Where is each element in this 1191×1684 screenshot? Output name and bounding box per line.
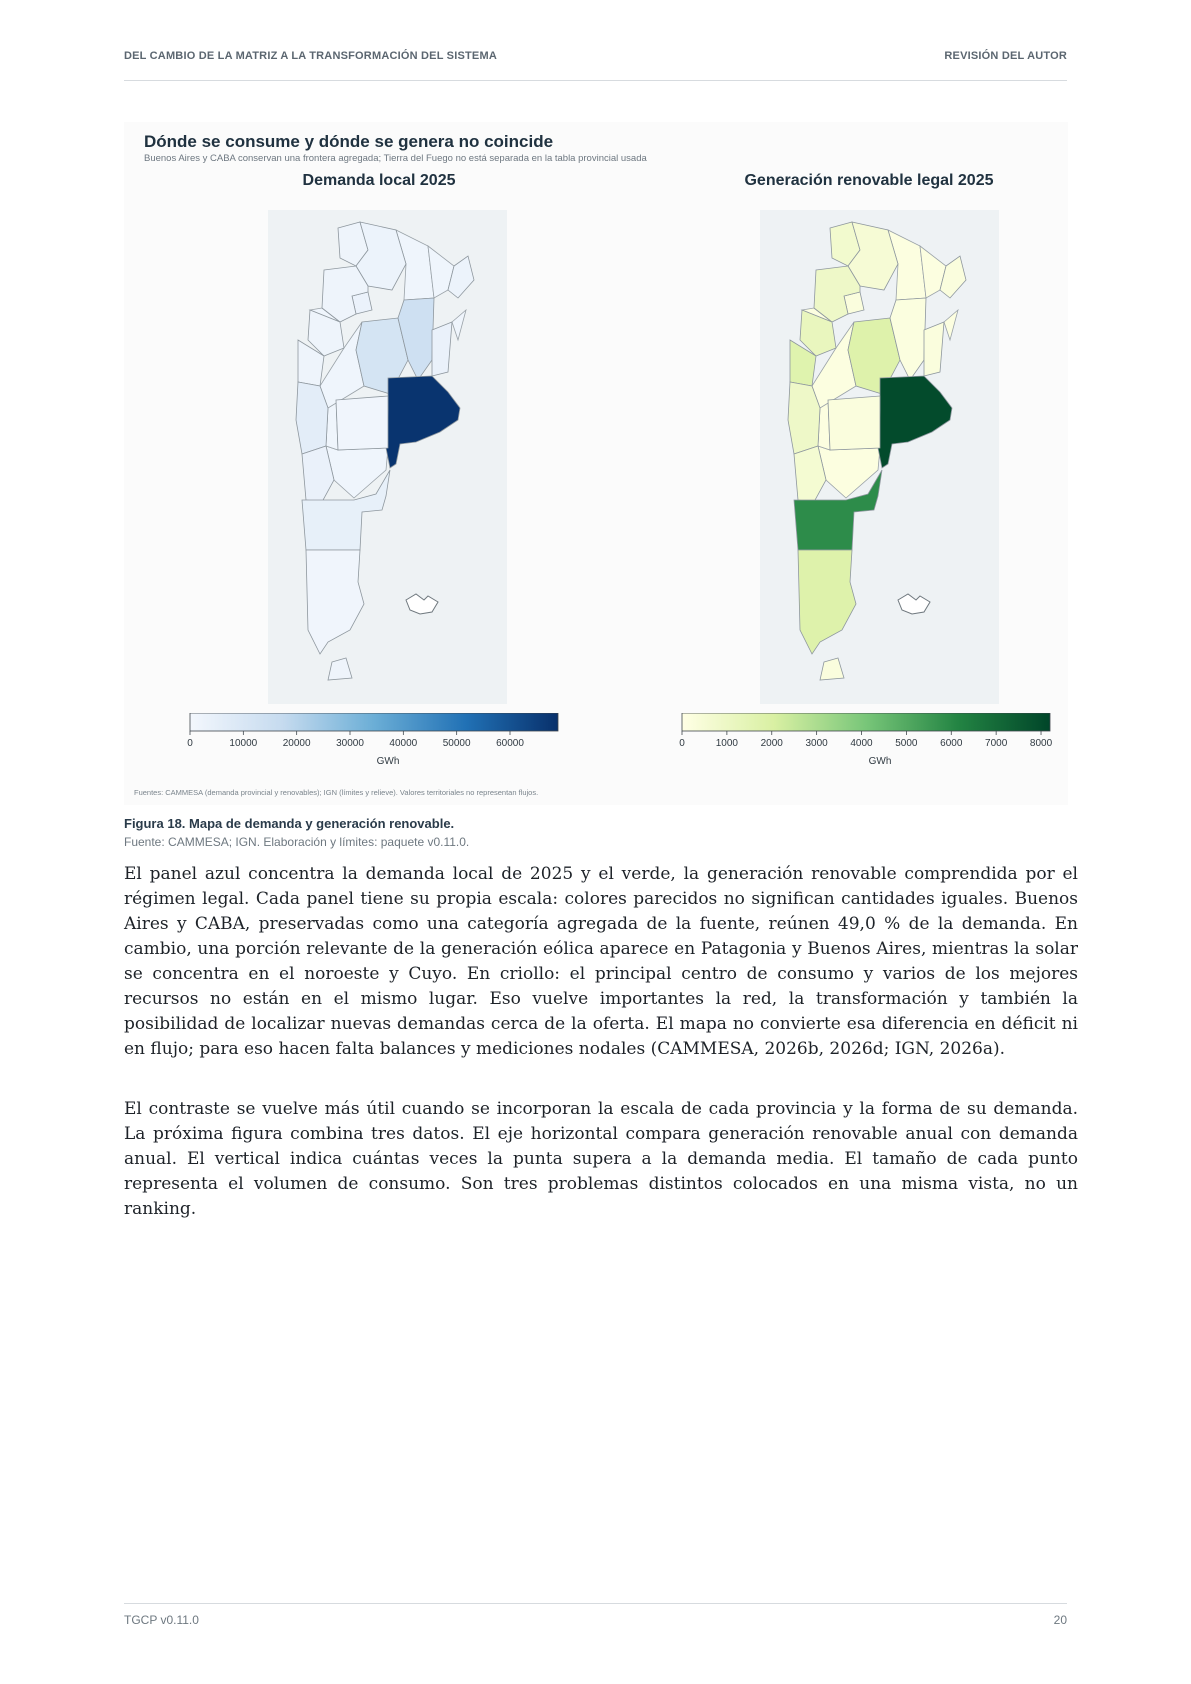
header-revision-label: REVISIÓN DEL AUTOR: [944, 50, 1067, 62]
colorbar-tick-label: 0: [679, 738, 685, 749]
colorbar-tick-label: 5000: [895, 738, 918, 749]
figure-18: [124, 122, 1068, 805]
demand-map-svg: [268, 210, 507, 704]
colorbar-tick-label: 6000: [940, 738, 963, 749]
figure-caption-source: Fuente: CAMMESA; IGN. Elaboración y límites: paquete v0.11.0.: [124, 835, 470, 849]
figure-subtitle: Buenos Aires y CABA conservan una frontera agregada; Tierra del Fuego no está separada en la tabla provincial usada: [144, 153, 647, 164]
colorbar-tick-label: 4000: [850, 738, 873, 749]
colorbar-tick-label: 10000: [229, 738, 258, 749]
panel-title-demand: Demanda local 2025: [302, 172, 456, 189]
page-number: 20: [1053, 1613, 1067, 1627]
figure-caption: Figura 18. Mapa de demanda y generación renovable.: [124, 816, 455, 831]
body-paragraph-2: El contraste se vuelve más útil cuando se incorporan la escala de cada provincia y la forma de su demanda. La próxima figura combina tres datos. El eje horizontal compara generación renovable anual con demanda anual. El vertical indica cuántas veces la punta supera a la demanda media. El tamaño de cada punto representa el volumen de consumo. Son tres problemas distintos colocados en una misma vista, no un ranking.: [124, 1099, 1078, 1219]
colorbar-tick-label: 40000: [389, 738, 418, 749]
header-book-title: DEL CAMBIO DE LA MATRIZ A LA TRANSFORMACIÓN DEL SISTEMA: [124, 50, 497, 62]
colorbar-tick-label: 20000: [282, 738, 311, 749]
demand-colorbar-unit: GWh: [376, 756, 400, 767]
demand-colorbar: [184, 713, 564, 757]
renewable-colorbar-unit: GWh: [868, 756, 892, 767]
figure-sources-note: Fuentes: CAMMESA (demanda provincial y renovables); IGN (límites y relieve). Valores territoriales no representan flujos.: [134, 788, 539, 797]
panel-title-renewable: Generación renovable legal 2025: [744, 172, 994, 189]
renewable-map: [760, 210, 999, 704]
colorbar-tick-label: 60000: [496, 738, 524, 749]
footer-version: TGCP v0.11.0: [124, 1613, 199, 1627]
renewable-map-svg: [760, 210, 999, 704]
colorbar-tick-label: 3000: [805, 738, 828, 749]
running-header: [124, 50, 1067, 81]
colorbar-tick-label: 2000: [760, 738, 783, 749]
colorbar-gradient: [190, 713, 558, 731]
running-footer: [124, 1603, 1067, 1634]
figure-title: Dónde se consume y dónde se genera no coincide: [144, 132, 554, 151]
province-shape-la-pampa: [828, 396, 880, 450]
colorbar-tick-label: 50000: [442, 738, 471, 749]
demand-map: [268, 210, 507, 704]
colorbar-tick-label: 7000: [985, 738, 1008, 749]
province-shape-la-pampa: [336, 396, 388, 450]
body-paragraph-1: El panel azul concentra la demanda local de 2025 y el verde, la generación renovable comprendida por el régimen legal. Cada panel tiene su propia escala: colores parecidos no significan cantidades iguales. Buenos Aires y CABA, preservadas como una categoría agregada de la fuente, reúnen 49,0 % de la demanda. En cambio, una porción relevante de la generación eólica aparece en Patagonia y Buenos Aires, mientras la solar se concentra en el noroeste y Cuyo. En criollo: el principal centro de consumo y varios de los mejores recursos no están en el mismo lugar. Eso vuelve importantes la red, la transformación y también la posibilidad de localizar nuevas demandas cerca de la oferta. El mapa no convierte esa diferencia en déficit ni en flujo; para eso hacen falta balances y mediciones nodales (CAMMESA, 2026b, 2026d; IGN, 2026a).: [124, 864, 1078, 1059]
renewable-colorbar: [676, 713, 1056, 757]
colorbar-gradient: [682, 713, 1050, 731]
colorbar-tick-label: 1000: [715, 738, 739, 749]
colorbar-tick-label: 30000: [336, 738, 364, 749]
colorbar-tick-label: 8000: [1029, 738, 1053, 749]
colorbar-tick-label: 0: [187, 738, 193, 749]
